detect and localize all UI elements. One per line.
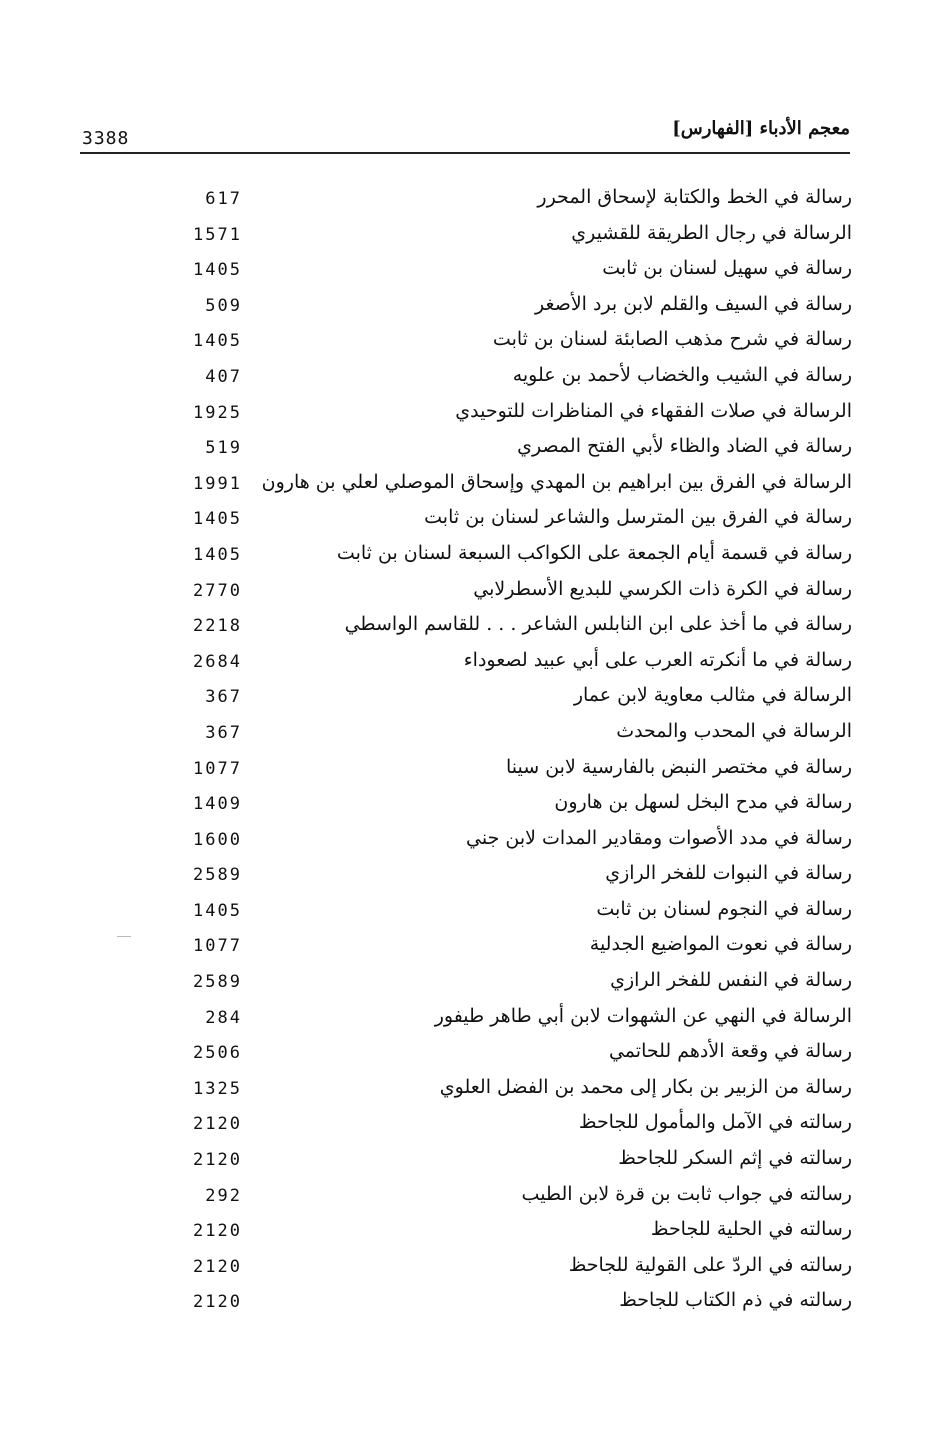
entry-page-number: 1925 <box>193 402 242 423</box>
entry-page-number: 367 <box>205 722 242 743</box>
entry-page-number: 2589 <box>193 972 242 993</box>
entry-title: الرسالة في مثالب معاوية لابن عمار <box>573 684 852 707</box>
entry-title: رسالته في الآمل والمأمول للجاحظ <box>578 1111 852 1134</box>
index-row <box>0 678 932 714</box>
entry-page-number: 1405 <box>193 900 242 921</box>
index-row <box>0 963 932 999</box>
entry-page-number: 519 <box>205 438 242 459</box>
entry-title: رسالة في نعوت المواضيع الجدلية <box>589 933 852 956</box>
index-row <box>0 1105 932 1141</box>
entry-page-number: 292 <box>205 1185 242 1206</box>
index-row <box>0 1177 932 1213</box>
index-row <box>0 1034 932 1070</box>
entry-page-number: 1600 <box>193 829 242 850</box>
entry-page-number: 2506 <box>193 1043 242 1064</box>
entry-page-number: 1991 <box>193 473 242 494</box>
entry-title: رسالة في النفس للفخر الرازي <box>610 969 852 992</box>
entry-title: رسالته في الردّ على القولية للجاحظ <box>568 1253 852 1276</box>
entry-title: الرسالة في رجال الطريقة للقشيري <box>571 221 852 244</box>
entry-title: رسالة في مدح البخل لسهل بن هارون <box>554 791 852 814</box>
entry-page-number: 1405 <box>193 509 242 530</box>
entry-title: الرسالة في صلات الفقهاء في المناظرات للتوحيدي <box>455 399 852 422</box>
entry-page-number: 1405 <box>193 331 242 352</box>
running-title: معجم الأدباء [الفهارس] <box>672 118 850 139</box>
index-row <box>0 180 932 216</box>
entry-title: الرسالة في المحدب والمحدث <box>616 719 852 742</box>
index-row <box>0 856 932 892</box>
index-row <box>0 1212 932 1248</box>
page-header <box>80 112 850 152</box>
entry-title: الرسالة في الفرق بين ابراهيم بن المهدي وإسحاق الموصلي لعلي بن هارون <box>261 470 852 493</box>
entry-page-number: 1571 <box>193 224 242 245</box>
entry-page-number: 1077 <box>193 936 242 957</box>
index-row <box>0 465 932 501</box>
entry-title: رسالة في قسمة أيام الجمعة على الكواكب السبعة لسنان بن ثابت <box>336 541 852 564</box>
index-row <box>0 821 932 857</box>
entry-page-number: 2589 <box>193 865 242 886</box>
entry-title: رسالة في السيف والقلم لابن برد الأصغر <box>535 292 852 315</box>
index-row <box>0 394 932 430</box>
index-row <box>0 607 932 643</box>
index-list <box>0 180 932 1319</box>
entry-title: رسالة في سهيل لسنان بن ثابت <box>602 257 852 280</box>
header-rule <box>80 152 850 154</box>
entry-page-number: 2684 <box>193 651 242 672</box>
entry-title: رسالة في النجوم لسنان بن ثابت <box>596 897 852 920</box>
index-row <box>0 429 932 465</box>
index-row <box>0 500 932 536</box>
index-row <box>0 1141 932 1177</box>
index-row <box>0 927 932 963</box>
index-row <box>0 1283 932 1319</box>
entry-title: رسالة في النبوات للفخر الرازي <box>605 862 852 885</box>
index-row <box>0 1070 932 1106</box>
entry-page-number: 2120 <box>193 1292 242 1313</box>
index-row <box>0 322 932 358</box>
entry-page-number: 407 <box>205 366 242 387</box>
index-row <box>0 643 932 679</box>
entry-page-number: 1409 <box>193 794 242 815</box>
entry-page-number: 1405 <box>193 260 242 281</box>
entry-page-number: 2120 <box>193 1114 242 1135</box>
index-row <box>0 999 932 1035</box>
entry-page-number: 2120 <box>193 1256 242 1277</box>
entry-page-number: 284 <box>205 1007 242 1028</box>
entry-title: رسالة في مختصر النبض بالفارسية لابن سينا <box>505 755 852 778</box>
entry-title: رسالة في الشيب والخضاب لأحمد بن علويه <box>512 363 852 386</box>
index-row <box>0 251 932 287</box>
index-row <box>0 750 932 786</box>
margin-tick-mark <box>117 936 131 937</box>
entry-page-number: 2770 <box>193 580 242 601</box>
entry-title: رسالة في شرح مذهب الصابئة لسنان بن ثابت <box>492 328 852 351</box>
index-row <box>0 536 932 572</box>
entry-page-number: 367 <box>205 687 242 708</box>
entry-title: رسالة في الخط والكتابة لإسحاق المحرر <box>537 186 852 208</box>
entry-title: رسالته في إثم السكر للجاحظ <box>618 1147 852 1170</box>
entry-page-number: 1405 <box>193 544 242 565</box>
entry-page-number: 617 <box>205 189 242 209</box>
entry-title: رسالة في مدد الأصوات ومقادير المدات لابن جني <box>466 826 852 849</box>
entry-page-number: 2120 <box>193 1150 242 1171</box>
entry-title: رسالته في ذم الكتاب للجاحظ <box>619 1289 852 1312</box>
index-row <box>0 572 932 608</box>
entry-page-number: 509 <box>205 295 242 316</box>
entry-page-number: 2218 <box>193 616 242 637</box>
index-row <box>0 287 932 323</box>
index-row <box>0 892 932 928</box>
index-row <box>0 1248 932 1284</box>
page-number: 3388 <box>82 128 130 149</box>
index-row <box>0 358 932 394</box>
entry-title: رسالته في جواب ثابت بن قرة لابن الطيب <box>521 1182 852 1205</box>
entry-title: الرسالة في النهي عن الشهوات لابن أبي طاهر طيفور <box>434 1004 852 1027</box>
entry-title: رسالة في وقعة الأدهم للحاتمي <box>608 1040 852 1063</box>
entry-title: رسالة من الزبير بن بكار إلى محمد بن الفضل العلوي <box>439 1075 852 1098</box>
entry-page-number: 1077 <box>193 758 242 779</box>
entry-title: رسالة في الكرة ذات الكرسي للبديع الأسطرلابي <box>473 577 852 600</box>
entry-title: رسالته في الحلية للجاحظ <box>650 1218 852 1241</box>
index-row <box>0 216 932 252</box>
index-row <box>0 785 932 821</box>
entry-title: رسالة في الضاد والظاء لأبي الفتح المصري <box>517 435 852 458</box>
entry-page-number: 1325 <box>193 1078 242 1099</box>
index-row <box>0 714 932 750</box>
entry-title: رسالة في ما أخذ على ابن النابلس الشاعر . . . للقاسم الواسطي <box>344 613 852 636</box>
entry-page-number: 2120 <box>193 1221 242 1242</box>
entry-title: رسالة في الفرق بين المترسل والشاعر لسنان بن ثابت <box>424 506 852 529</box>
entry-title: رسالة في ما أنكرته العرب على أبي عبيد لصعوداء <box>463 648 852 671</box>
